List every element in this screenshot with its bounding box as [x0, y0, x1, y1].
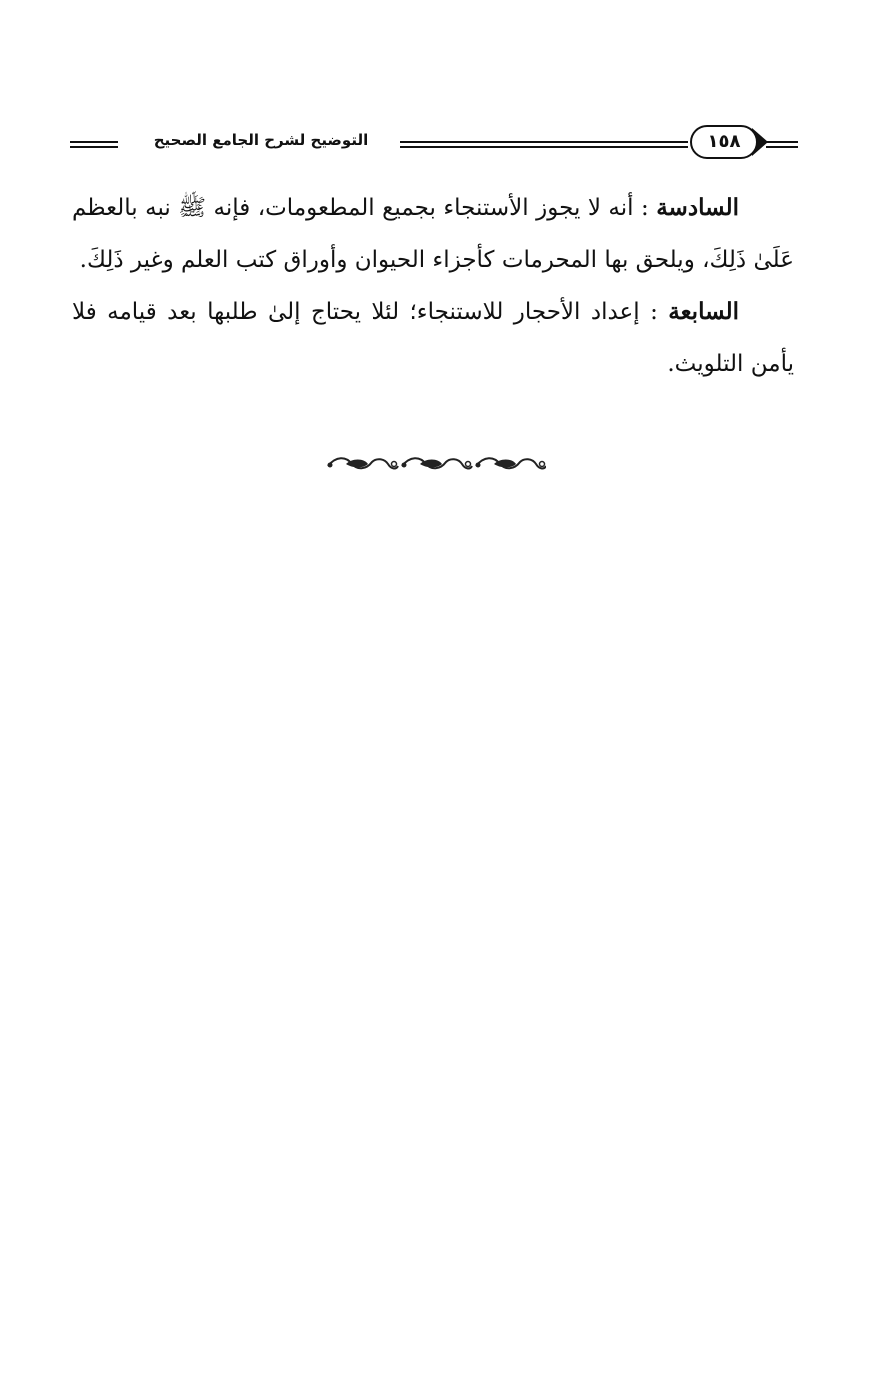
- floral-divider-svg: [324, 452, 546, 478]
- paragraph-lead: السابعة: [668, 298, 739, 325]
- running-header: [70, 125, 798, 165]
- paragraph-seventh: [72, 286, 794, 390]
- paragraph-text: : إعداد الأحجار للاستنجاء؛ لئلا يحتاج إلىٰ طلبها بعد قيامه فلا يأمن التلويث.: [72, 299, 794, 377]
- running-title: التوضيح لشرح الجامع الصحيح: [153, 131, 369, 149]
- header-rule-left: [70, 141, 118, 143]
- header-rule-right: [766, 141, 798, 143]
- paragraph-sixth: [72, 182, 794, 286]
- page-number-badge: [690, 125, 758, 159]
- ornament-unit-1: [328, 458, 399, 468]
- paragraph-lead: السادسة: [656, 194, 739, 221]
- page-body: [72, 182, 794, 390]
- page-number: ١٥٨: [707, 131, 741, 152]
- ornament-unit-3: [476, 458, 547, 468]
- header-rule-middle: [400, 141, 688, 143]
- floral-divider-icon: [324, 452, 546, 478]
- ornament-unit-2: [402, 458, 473, 468]
- paragraph-text: : أنه لا يجوز الأستنجاء بجميع المطعومات، فإنه ﷺ نبه بالعظم عَلَىٰ ذَلِكَ، ويلحق بها المحرمات كأجزاء الحيوان وأوراق كتب العلم وغير ذَلِكَ.: [72, 195, 794, 273]
